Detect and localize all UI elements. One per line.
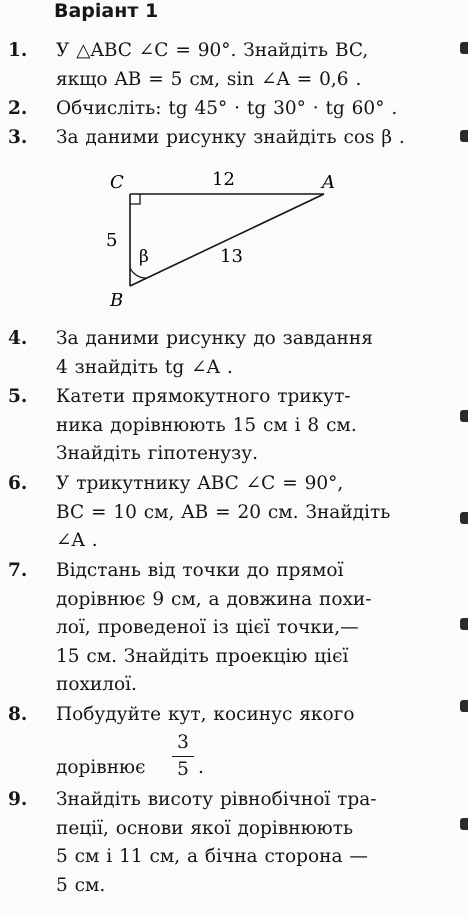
task-8 — [8, 701, 438, 782]
fraction — [172, 732, 194, 782]
task-text: Знайдіть висоту рівнобічної тра- пеції, основи якої дорівнюють 5 см і 11 см, а бічна сторона — 5 см. — [56, 789, 377, 896]
side-cb-label: 5 — [106, 230, 118, 251]
fraction-bar — [172, 756, 194, 758]
fraction-denominator: 5 — [177, 759, 189, 780]
task-3 — [8, 124, 438, 153]
fraction-numerator: 3 — [177, 731, 189, 753]
cropped-edge-mark — [460, 130, 468, 142]
vertex-a-label: A — [322, 172, 335, 193]
page-title: Варіант 1 — [54, 0, 159, 22]
task-4 — [8, 325, 438, 382]
task-text: Відстань від точки до прямої дорівнює 9 см, а довжина похи- лої, проведеної із цієї точки,— 15 см. Знайдіть проекцію цієї похилої. — [56, 560, 372, 695]
task-text: За даними рисунку до завдання 4 знайдіть tg ∠A . — [56, 328, 373, 378]
task-9 — [8, 786, 438, 900]
fraction-line — [56, 730, 438, 782]
task-number: 2. — [8, 98, 28, 119]
task-2 — [8, 95, 438, 124]
task-number: 8. — [8, 704, 28, 725]
cropped-edge-mark — [460, 512, 468, 524]
angle-b-arc — [130, 268, 146, 278]
vertex-c-label: C — [110, 172, 124, 193]
side-ca-label: 12 — [212, 169, 235, 190]
task-6 — [8, 470, 438, 556]
side-ab-line — [130, 194, 324, 286]
task-number: 6. — [8, 473, 28, 494]
task-1 — [8, 37, 438, 94]
task-text: За даними рисунку знайдіть cos β . — [56, 127, 405, 148]
task-5 — [8, 383, 438, 469]
angle-b-label: β — [139, 247, 149, 267]
task-text: Катети прямокутного трикут- ника дорівнюють 15 см і 8 см. Знайдіть гіпотенузу. — [56, 386, 357, 464]
task-number: 1. — [8, 40, 28, 61]
task-text: Побудуйте кут, косинус якого — [56, 704, 355, 725]
cropped-edge-mark — [460, 42, 468, 54]
task-number: 3. — [8, 127, 28, 148]
task-text-prefix: дорівнює — [56, 756, 146, 778]
task-number: 5. — [8, 386, 28, 407]
right-angle-mark — [130, 194, 140, 204]
cropped-edge-mark — [460, 818, 468, 830]
cropped-edge-mark — [460, 410, 468, 422]
cropped-edge-mark — [460, 700, 468, 712]
vertex-b-label: B — [110, 290, 124, 311]
task-7 — [8, 557, 438, 700]
task-number: 7. — [8, 560, 28, 581]
side-ab-label: 13 — [220, 246, 243, 267]
task-text: У △ABC ∠C = 90°. Знайдіть BC, якщо AB = 5 см, sin ∠A = 0,6 . — [56, 40, 369, 90]
task-text: У трикутнику ABC ∠C = 90°, BC = 10 см, AB = 20 см. Знайдіть ∠A . — [56, 473, 391, 551]
task-text: Обчисліть: tg 45° · tg 30° · tg 60° . — [56, 98, 398, 119]
triangle-figure — [96, 164, 376, 314]
task-number: 4. — [8, 328, 28, 349]
cropped-edge-mark — [460, 618, 468, 630]
task-number: 9. — [8, 789, 28, 810]
task-text-suffix: . — [198, 756, 204, 778]
